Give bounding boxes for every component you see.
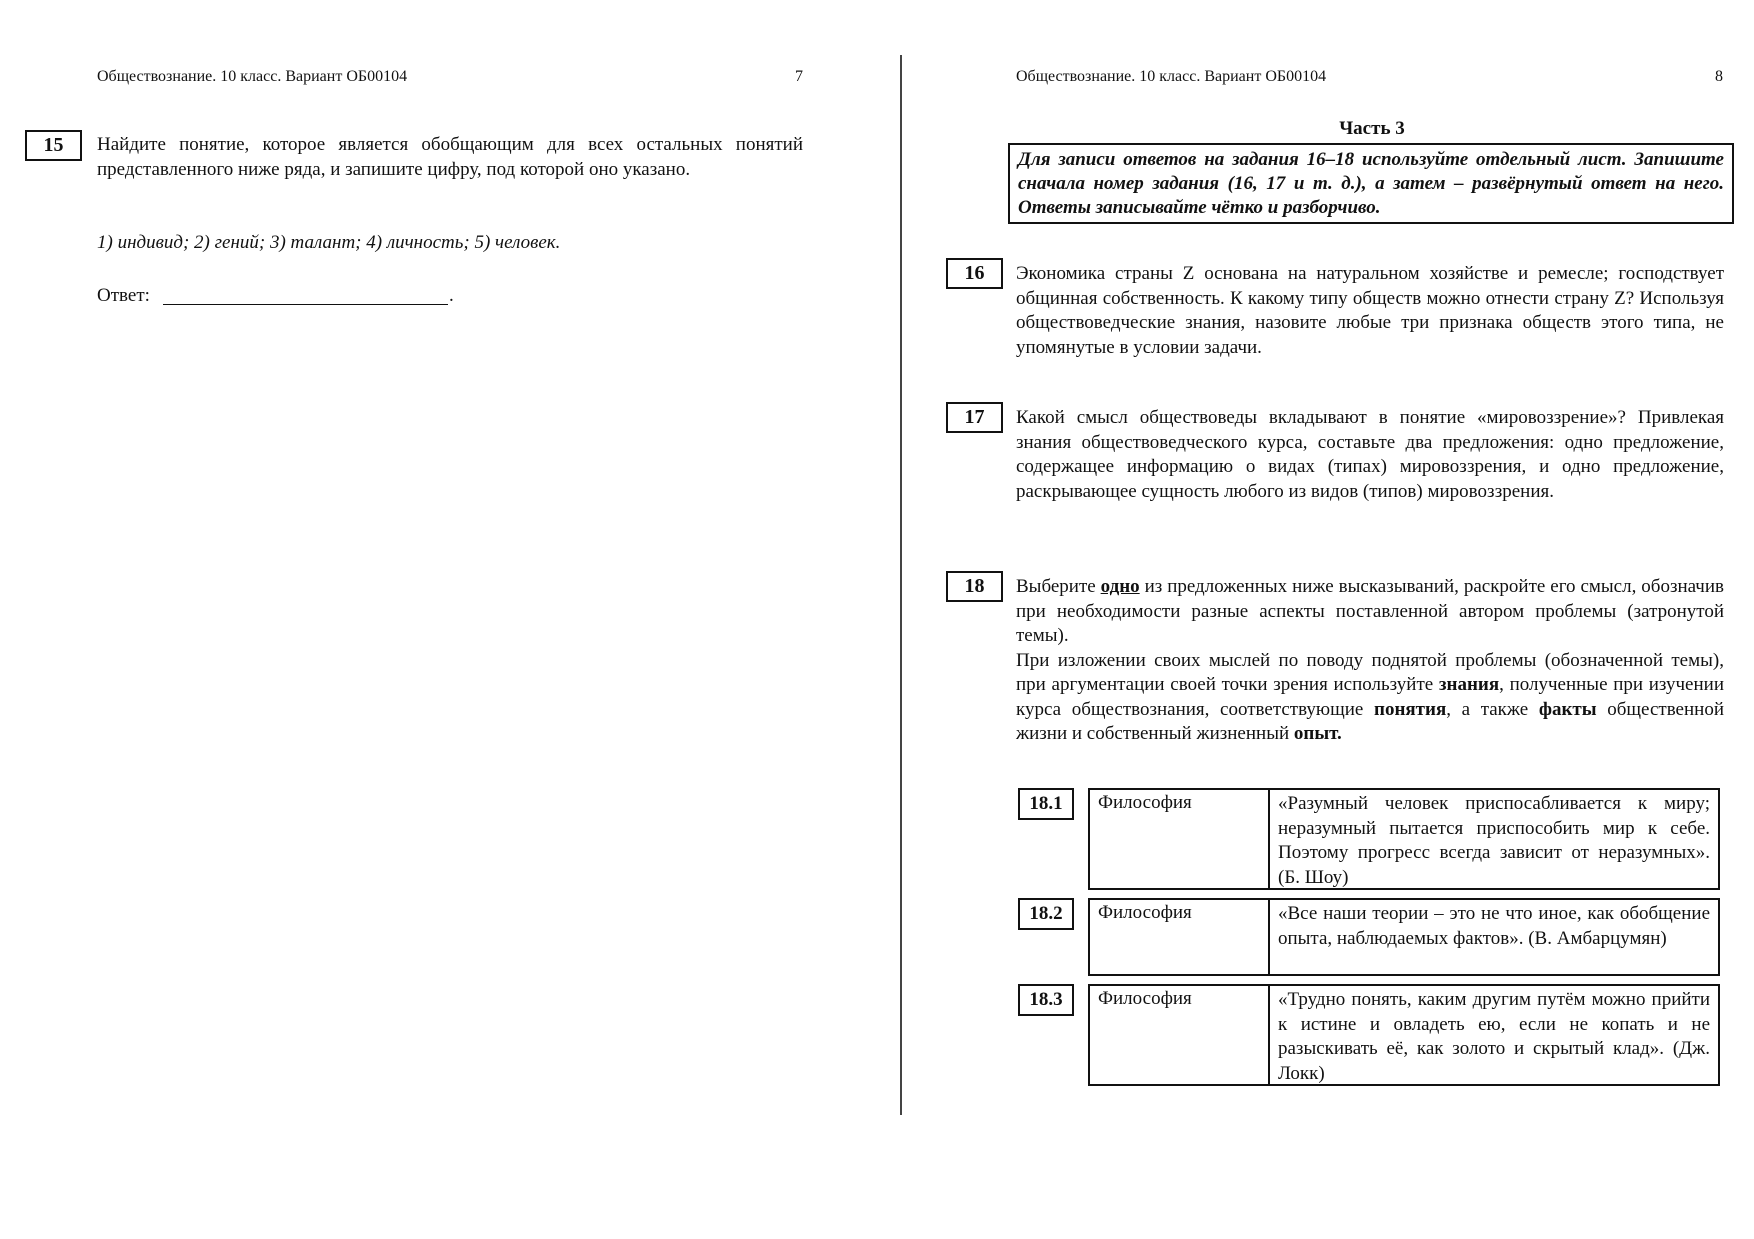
task-16-number: 16 [946, 258, 1003, 289]
quote-18-2-text: «Все наши теории – это не что иное, как обобщение опыта, наблюдаемых фактов». (В. Амбарцумян) [1278, 903, 1710, 949]
task-18-p2-text-c: , полученные при изучении курса обществознания, соответствующие [1016, 674, 1724, 720]
quote-18-3-row [1088, 984, 1720, 1086]
task-18-number: 18 [946, 571, 1003, 602]
task-16-text: Экономика страны Z основана на натуральном хозяйстве и ремесле; господствует общинная собственность. К какому типу обществ можно отнести страну Z? Используя обществоведческие знания, назовите любые три признака обществ этого типа, не упомянутые в условии задачи. [1016, 263, 1724, 358]
quote-18-3-text: «Трудно понять, каким другим путём можно прийти к истине и овладеть ею, если не копать и не разыскивать её, как золото и скрытый клад». (Дж. Локк) [1278, 989, 1710, 1084]
left-page-number: 7 [795, 68, 803, 85]
task-18-p2-bold-3: факты [1538, 698, 1597, 720]
task-18-p2-text-a: При изложении своих мыслей по поводу поднятой проблемы (обозначенной темы), при аргументации своей точки зрения используйте [1016, 649, 1724, 695]
right-page-header: Обществознание. 10 класс. Вариант ОБ00104 [1016, 68, 1327, 85]
answer-label: Ответ: [97, 285, 150, 306]
quote-18-1-text: «Разумный человек приспосабливается к миру; неразумный пытается приспособить мир к себе. Поэтому прогресс всегда зависит от неразумных». (Б. Шоу) [1278, 793, 1710, 888]
task-17-text: Какой смысл обществоведы вкладывают в понятие «мировоззрение»? Привлекая знания обществоведческого курса, составьте два предложения: одно предложение, содержащее информацию о видах (типах) мировоззрения, и одно предложение, раскрывающее сущность любого из видов (типов) мировоззрения. [1016, 407, 1724, 502]
task-18-p1-text-a: Выберите [1016, 576, 1101, 597]
task-18-paragraph-1 [1016, 575, 1724, 649]
quote-18-2-number: 18.2 [1018, 898, 1074, 930]
task-15-options: 1) индивид; 2) гений; 3) талант; 4) личность; 5) человек. [97, 232, 561, 253]
task-18-p2-bold-1: знания [1438, 674, 1500, 695]
quote-18-1-number: 18.1 [1018, 788, 1074, 820]
task-18-paragraph-2 [1016, 649, 1724, 747]
task-18-p1-text-b: из предложенных ниже высказываний, раскройте его смысл, обозначив при необходимости разные аспекты поставленной автором проблемы (затронутой темы). [1016, 576, 1724, 646]
answer-line[interactable] [163, 304, 448, 305]
quote-18-1-row [1088, 788, 1720, 890]
part-title: Часть 3 [1339, 118, 1405, 139]
quote-18-2-subject: Философия [1090, 900, 1270, 974]
page-divider [900, 55, 902, 1115]
quote-18-2-row [1088, 898, 1720, 976]
task-18-p2-bold-4: опыт. [1293, 723, 1342, 744]
quote-18-3-subject: Философия [1090, 986, 1270, 1084]
quote-18-3-number: 18.3 [1018, 984, 1074, 1016]
task-18-p1-emphasis: одно [1100, 576, 1140, 597]
task-15-question: Найдите понятие, которое является обобщающим для всех остальных понятий представленного ниже ряда, и запишите цифру, под которой оно указано. [97, 134, 803, 180]
answer-end: . [449, 285, 454, 306]
quote-18-1-subject: Философия [1090, 790, 1270, 888]
left-page-header: Обществознание. 10 класс. Вариант ОБ00104 [97, 68, 408, 85]
right-page-number: 8 [1715, 68, 1723, 85]
task-15-number: 15 [25, 130, 82, 161]
instruction-box: Для записи ответов на задания 16–18 используйте отдельный лист. Запишите сначала номер задания (16, 17 и т. д.), а затем – развёрнутый ответ на него. Ответы записывайте чётко и разборчиво. [1008, 143, 1734, 224]
task-18-p2-bold-2: понятия [1374, 698, 1447, 720]
task-17-number: 17 [946, 402, 1003, 433]
task-18-text [1016, 575, 1724, 747]
task-18-p2-text-d: , а также [1446, 698, 1539, 720]
task-18-p2-text-e: общественной жизни и собственный жизненный [1016, 698, 1724, 744]
